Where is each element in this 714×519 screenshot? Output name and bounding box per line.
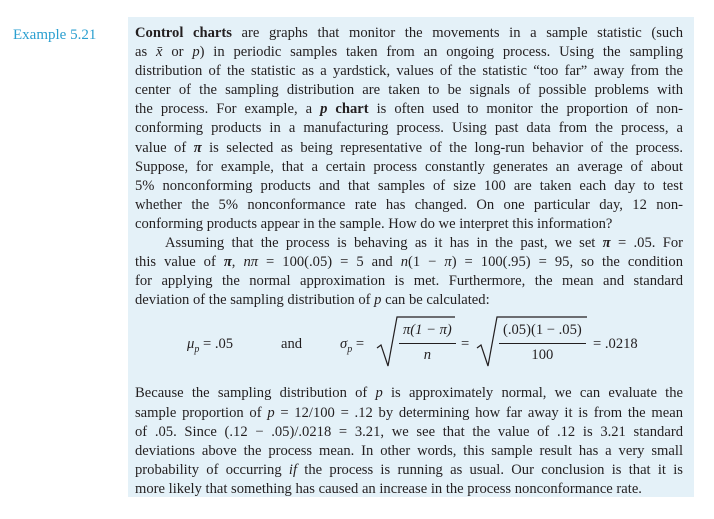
example-label: Example 5.21 bbox=[13, 27, 97, 43]
symbol-p: p bbox=[375, 385, 383, 402]
symbol-mu: μ bbox=[187, 336, 195, 353]
subscript-p: p bbox=[347, 344, 353, 356]
example-panel bbox=[128, 17, 694, 497]
fraction-2-denominator: 100 bbox=[531, 346, 554, 363]
text-line: distribution of the statistic as a yardstick, values of the statistic “too far” away from the bbox=[135, 63, 683, 80]
example-body bbox=[135, 24, 683, 499]
display-equation bbox=[135, 314, 683, 380]
text-run: sample proportion of bbox=[135, 404, 268, 421]
text-line: 5% nonconforming products and that samples of size 100 are taken each day to test bbox=[135, 177, 683, 194]
symbol-p: p bbox=[192, 44, 200, 61]
paragraph-conclusion bbox=[135, 384, 683, 499]
fraction-1-denominator: n bbox=[423, 346, 432, 363]
text-line bbox=[135, 139, 683, 158]
text-line bbox=[135, 24, 683, 43]
symbol-pi: π bbox=[602, 235, 611, 252]
symbol-n: n bbox=[400, 254, 409, 271]
fraction-2-numerator: (.05)(1 − .05) bbox=[499, 321, 586, 343]
sigma-result: = .0218 bbox=[593, 336, 638, 353]
text-line: deviations above the process mean. In other words, this sample result has a very small bbox=[135, 442, 683, 459]
fraction-1 bbox=[399, 321, 456, 364]
text-run: is approximately normal, we can evaluate the bbox=[382, 385, 683, 402]
text-line bbox=[135, 253, 683, 272]
text-line bbox=[135, 100, 683, 119]
text-run: (1 − bbox=[408, 254, 445, 271]
text-run: the process is running as usual. Our conclusion is that it is bbox=[297, 461, 683, 478]
fraction-2 bbox=[499, 321, 586, 364]
text-run: can be calculated: bbox=[381, 292, 490, 309]
text-run: this value of bbox=[135, 254, 224, 271]
symbol-p: p bbox=[267, 404, 275, 421]
radical-1 bbox=[375, 314, 455, 374]
text-line: Suppose, for example, that a certain process constantly generates an average of about bbox=[135, 158, 683, 175]
radical-2 bbox=[475, 314, 587, 374]
symbol-pi: π bbox=[444, 254, 452, 271]
symbol-xbar: x̄ bbox=[156, 44, 163, 61]
fraction-1-numerator: π(1 − π) bbox=[399, 321, 456, 343]
text-line bbox=[135, 404, 683, 423]
text-run: , bbox=[231, 254, 244, 271]
text-run: ) in periodic samples taken from an ongoing process. Using the sampling bbox=[199, 44, 683, 61]
text-run: ) = 100(.95) = 95, so the condition bbox=[451, 254, 684, 271]
text-line bbox=[135, 234, 683, 253]
term-p: p bbox=[320, 101, 328, 118]
text-run: is often used to monitor the proportion of non- bbox=[368, 101, 683, 118]
paragraph-assumption bbox=[135, 234, 683, 310]
text-line bbox=[135, 461, 683, 480]
text-line: conforming products in a manufacturing process. Using past data from the process, a bbox=[135, 120, 683, 137]
equals-sign: = bbox=[352, 336, 365, 353]
text-run: probability of occurring bbox=[135, 461, 289, 478]
text-line bbox=[135, 384, 683, 403]
text-run: or bbox=[162, 44, 193, 61]
text-line: more likely that something has caused an increase in the process nonconformance rate. bbox=[135, 480, 642, 497]
text-run: are graphs that monitor the movements in a sample statistic (such bbox=[231, 25, 683, 41]
equals-sign: = bbox=[461, 336, 470, 353]
symbol-n-pi: nπ bbox=[243, 254, 259, 271]
text-line bbox=[135, 43, 683, 62]
term-control-charts: Control charts bbox=[135, 25, 232, 41]
text-run: the process. For example, a bbox=[135, 101, 321, 118]
symbol-p: p bbox=[374, 292, 382, 309]
text-run: Assuming that the process is behaving as it has in the past, we set bbox=[165, 235, 603, 252]
and-word: and bbox=[281, 336, 303, 353]
text-run: = .05. For bbox=[610, 235, 683, 252]
paragraph-control-charts bbox=[135, 24, 683, 234]
term-chart: chart bbox=[327, 101, 369, 118]
symbol-sigma: σ bbox=[340, 336, 348, 353]
emphasis-if: if bbox=[288, 461, 298, 478]
text-run: is selected as being representative of the long-run behavior of the process. bbox=[201, 139, 683, 156]
text-run: = 12/100 = .12 by determining how far away it is from the mean bbox=[274, 404, 683, 421]
mean-expression bbox=[187, 335, 233, 355]
text-line: conforming products appear in the sample. How do we interpret this information? bbox=[135, 215, 613, 232]
text-run: Because the sampling distribution of bbox=[135, 385, 376, 402]
text-run: value of bbox=[135, 139, 194, 156]
text-line: center of the sampling distribution are taken to be signals of possible problems with bbox=[135, 82, 683, 99]
text-line: of .05. Since (.12 − .05)/.0218 = 3.21, we see that the value of .12 is 3.21 standard bbox=[135, 423, 683, 440]
text-run: as bbox=[135, 44, 156, 61]
subscript-p: p bbox=[194, 344, 200, 356]
text-line: for applying the normal approximation is met. Furthermore, the mean and standard bbox=[135, 273, 683, 290]
mean-value: = .05 bbox=[199, 336, 234, 353]
symbol-pi: π bbox=[223, 254, 232, 271]
text-run: = 100(.05) = 5 and bbox=[258, 254, 401, 271]
text-run: deviation of the sampling distribution of bbox=[135, 292, 375, 309]
symbol-pi: π bbox=[193, 139, 202, 156]
text-line: whether the 5% nonconformance rate has changed. On one particular day, 12 non- bbox=[135, 196, 683, 213]
text-line bbox=[135, 291, 683, 310]
sigma-expression bbox=[340, 335, 364, 355]
